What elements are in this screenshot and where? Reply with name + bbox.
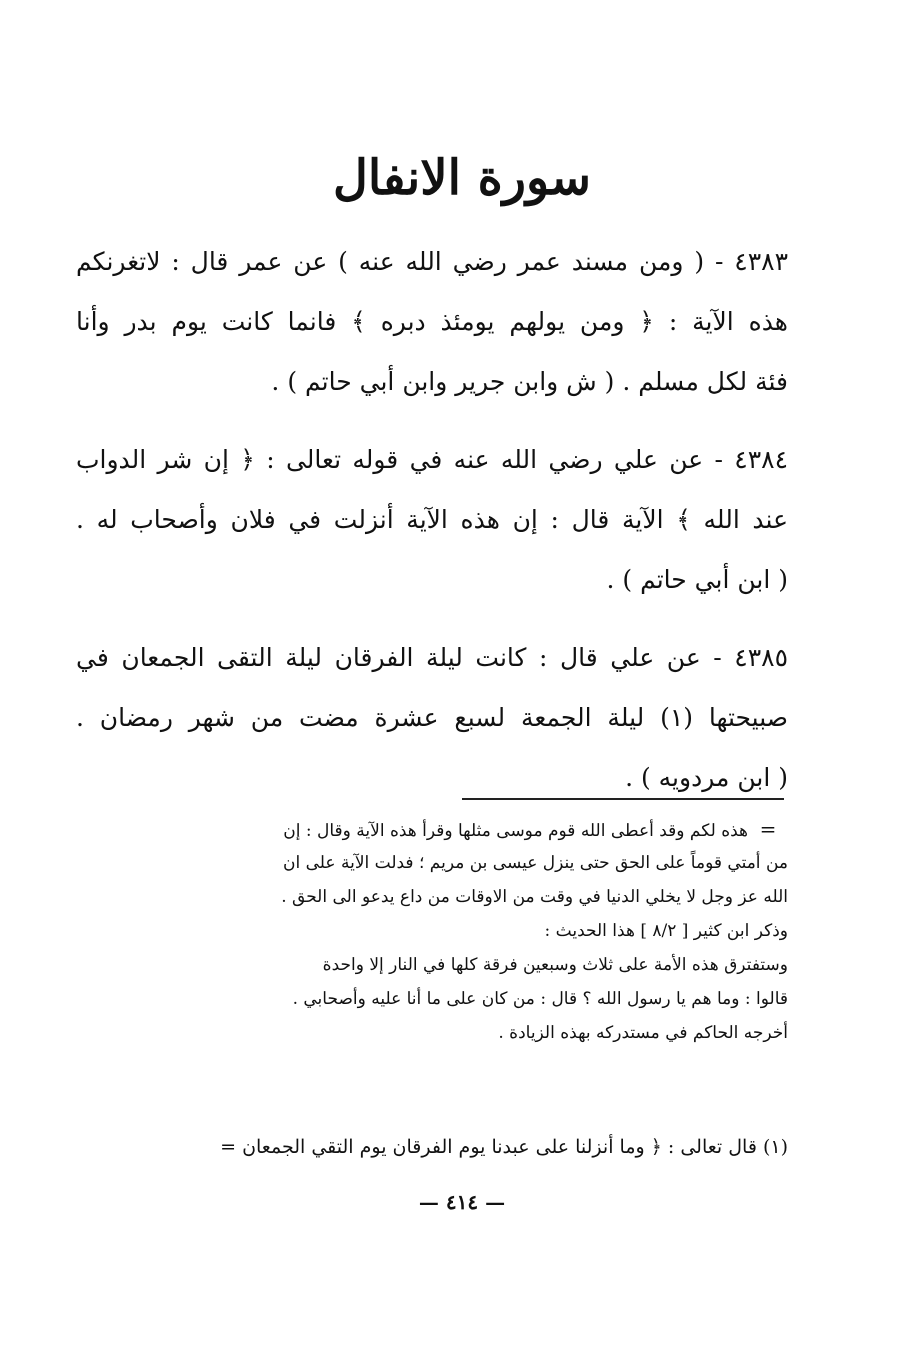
footnote-1: (١) قال تعالى : ﴿ وما أنزلنا على عبدنا يوم الفرقان يوم التقي الجمعان = xyxy=(220,1136,788,1158)
hadith-line: صبيحتها (١) ليلة الجمعة لسبع عشرة مضت من شهر رمضان . xyxy=(76,703,788,732)
note-line xyxy=(76,812,788,846)
hadith-4384 xyxy=(76,430,788,610)
hadith-4385 xyxy=(76,628,788,808)
footnote-divider xyxy=(462,798,784,800)
note-line: وذكر ابن كثير [ ٨/٢ ] هذا الحديث : xyxy=(544,921,788,941)
surah-title: سورة الانفال xyxy=(333,150,591,206)
hadith-line: هذه الآية : ﴿ ومن يولهم يومئذ دبره ﴾ فانما كانت يوم بدر وأنا xyxy=(76,307,788,336)
note-line: الله عز وجل لا يخلي الدنيا في وقت من الاوقات من داع يدعو الى الحق . xyxy=(281,887,788,907)
hadith-line: ٤٣٨٤ - عن علي رضي الله عنه في قوله تعالى : ﴿ إن شر الدواب xyxy=(76,445,788,474)
hadith-line: عند الله ﴾ الآية قال : إن هذه الآية أنزلت في فلان وأصحاب له . xyxy=(76,505,788,534)
hadith-line: ( ابن مردويه ) . xyxy=(625,763,788,792)
hadith-line: ٤٣٨٣ - ( ومن مسند عمر رضي الله عنه ) عن عمر قال : لاتغرنكم xyxy=(76,247,788,276)
hadith-line: فئة لكل مسلم . ( ش وابن جرير وابن أبي حاتم ) . xyxy=(271,367,788,396)
note-text: هذه لكم وقد أعطى الله قوم موسى مثلها وقرأ هذه الآية وقال : إن xyxy=(283,821,748,841)
hadith-line: ٤٣٨٥ - عن علي قال : كانت ليلة الفرقان ليلة التقى الجمعان في xyxy=(76,643,788,672)
main-text xyxy=(76,232,788,826)
note-line: أخرجه الحاكم في مستدركه بهذه الزيادة . xyxy=(498,1023,788,1043)
note-line: قالوا : وما هم يا رسول الله ؟ قال : من كان على ما أنا عليه وأصحابي . xyxy=(292,989,788,1009)
note-line: من أمتي قوماً على الحق حتى ينزل عيسى بن مريم ؛ فدلت الآية على ان xyxy=(283,853,788,873)
continued-notes xyxy=(76,812,788,1050)
page-number: — ٤١٤ — xyxy=(418,1190,506,1214)
hadith-line: ( ابن أبي حاتم ) . xyxy=(606,565,788,594)
hadith-4383 xyxy=(76,232,788,412)
continuation-mark: = xyxy=(759,817,777,841)
note-line: وستفترق هذه الأمة على ثلاث وسبعين فرقة كلها في النار إلا واحدة xyxy=(322,955,788,975)
